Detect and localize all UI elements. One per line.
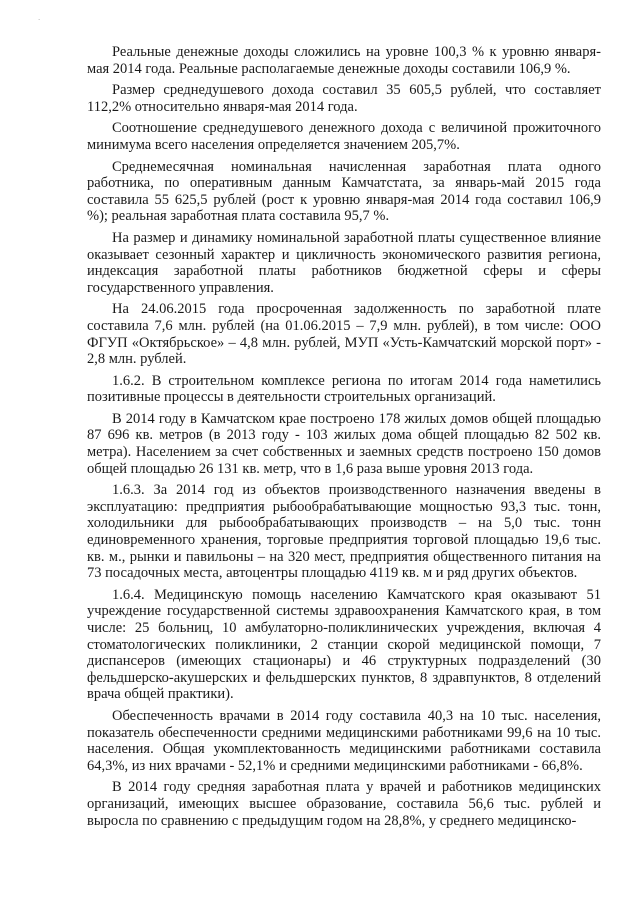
paragraph-medical-wages: В 2014 году средняя заработная плата у врачей и работников медицинских организаций, имеющих высшее образование, составила 56,6 тыс. рублей и выросла по сравнению с предыдущим годом на 28,8%, у среднего медицинско- — [87, 779, 601, 829]
paragraph-wage-factors: На размер и динамику номинальной заработной платы существенное влияние оказывает сезонный характер и цикличность экономического развития региона, индексация заработной платы работников бюджетной сферы и сферы государственного управления. — [87, 229, 601, 296]
paragraph-construction-intro: 1.6.2. В строительном комплексе региона по итогам 2014 года наметились позитивные процессы в деятельности строительных организаций. — [87, 372, 601, 406]
document-body — [87, 44, 601, 834]
paragraph-subsistence-ratio: Соотношение среднедушевого денежного дохода с величиной прожиточного минимума всего населения определяется значением 205,7%. — [87, 120, 601, 153]
paragraph-nominal-wage: Среднемесячная номинальная начисленная заработная плата одного работника, по оперативным данным Камчатстата, за январь-май 2015 года составила 55 625,5 рублей (рост к уровню января-мая 2014 года составил 106,9 %); реальная заработная плата составила 95,7 %. — [87, 158, 601, 225]
paragraph-doctor-supply: Обеспеченность врачами в 2014 году составила 40,3 на 10 тыс. населения, показатель обеспеченности средними медицинскими работниками 99,6 на 10 тыс. населения. Общая укомплектованность медицинскими работниками составила 64,3%, из них врачами - 52,1% и средними медицинскими работниками - 66,8%. — [87, 707, 601, 774]
paragraph-wage-arrears: На 24.06.2015 года просроченная задолженность по заработной плате составила 7,6 млн. рублей (на 01.06.2015 – 7,9 млн. рублей), в том числе: ООО ФГУП «Октябрьское» – 4,8 млн. рублей, МУП «Усть-Камчатский морской порт» - 2,8 млн. рублей. — [87, 301, 601, 368]
corner-mark: · — [38, 16, 41, 24]
paragraph-housing: В 2014 году в Камчатском крае построено 178 жилых домов общей площадью 87 696 кв. метров (в 2013 году - 103 жилых дома общей площадью 82 502 кв. метра). Населением за счет собственных и заемных средств построено 150 домов общей площадью 26 131 кв. метр, что в 1,6 раза выше уровня 2013 года. — [87, 410, 601, 477]
paragraph-real-income: Реальные денежные доходы сложились на уровне 100,3 % к уровню января-мая 2014 года. Реальные располагаемые денежные доходы составили 106,9 %. — [87, 44, 601, 77]
paragraph-industrial-objects: 1.6.3. За 2014 год из объектов производственного назначения введены в эксплуатацию: предприятия рыбообрабатывающие мощностью 93,3 тыс. тонн, холодильники для рыбообрабатывающих производств – на 5,0 тыс. тонн единовременного хранения, торговые предприятия торговой площадью 19,6 тыс. кв. м., рынки и павильоны – на 320 мест, предприятия общественного питания на 73 посадочных места, автоцентры площадью 4119 кв. м и ряд других объектов. — [87, 482, 601, 582]
paragraph-healthcare-institutions: 1.6.4. Медицинскую помощь населению Камчатского края оказывают 51 учреждение государственной системы здравоохранения Камчатского края, в том числе: 25 больниц, 10 амбулаторно-поликлинических учреждения, включая 4 стоматологических поликлиники, 2 станции скорой медицинской помощи, 7 диспансеров (имеющих стационары) и 46 структурных подразделений (30 фельдшерско-акушерских и фельдшерских пунктов, 8 здравпунктов, 8 отделений врача общей практики). — [87, 586, 601, 703]
paragraph-per-capita-income: Размер среднедушевого дохода составил 35 605,5 рублей, что составляет 112,2% относительно января-мая 2014 года. — [87, 82, 601, 115]
